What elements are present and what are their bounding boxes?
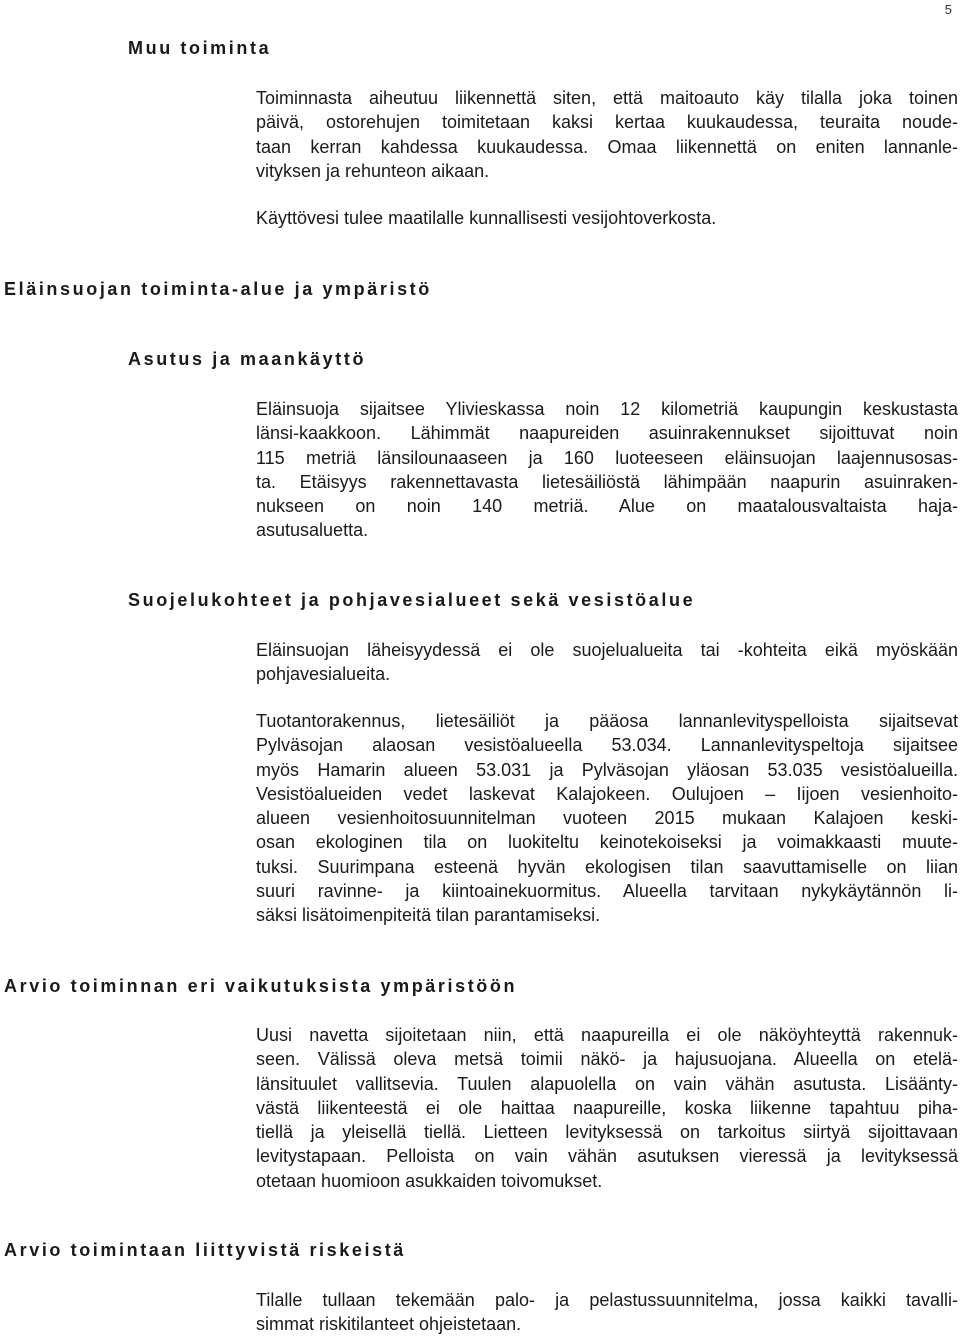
text-line: Uusi navetta sijoitetaan niin, että naapureilla ei ole näköyhteyttä rakennuk- [256, 1025, 958, 1045]
paragraph-vaikutukset [256, 1023, 958, 1193]
text-line: Tilalle tullaan tekemään palo- ja pelastussuunnitelma, jossa kaikki tavalli- [256, 1290, 958, 1310]
heading-toiminta-alue: Eläinsuojan toiminta-alue ja ympäristö [4, 279, 432, 299]
text-line: nukseen on noin 140 metriä. Alue on maatalousvaltaista haja- [256, 496, 958, 517]
heading-arvio-riskit: Arvio toimintaan liittyvistä riskeistä [4, 1240, 406, 1260]
text-line: suuri ravinne- ja kiintoainekuormitus. Alueella tarvitaan nykykäytännön li- [256, 881, 958, 902]
text-line: Toiminnasta aiheutuu liikennettä siten, että maitoauto käy tilalla joka toinen [256, 88, 958, 108]
page-number: 5 [944, 2, 952, 17]
text-line: osan ekologinen tila on luokiteltu keinotekoiseksi ja voimakkaasti muute- [256, 832, 958, 853]
text-line: vityksen ja rehunteon aikaan. [256, 160, 490, 181]
text-line: ta. Etäisyys rakennettavasta lietesäiliöstä lähimpään naapurin asuinraken- [256, 471, 958, 492]
text-line: Eläinsuoja sijaitsee Ylivieskassa noin 12 kilometriä kaupungin keskustasta [256, 399, 958, 419]
text-line: länsi-kaakkoon. Lähimmät naapureiden asuinrakennukset sijoittuvat noin [256, 423, 958, 444]
text-line: tiellä ja yleisellä tiellä. Lietteen levityksessä on tarkoitus siirtyä sijoittavaan [256, 1122, 958, 1143]
text-line: säksi lisätoimenpiteitä tilan parantamiseksi. [256, 905, 601, 926]
text-line: Vesistöalueiden vedet laskevat Kalajokeen. Oulujoen – Iijoen vesienhoito- [256, 783, 958, 804]
text-line: levitystapaan. Pelloista on vain vähän asutuksen vieressä ja levityksessä [256, 1146, 958, 1167]
text-line: otetaan huomioon asukkaiden toivomukset. [256, 1170, 603, 1191]
text-line: myös Hamarin alueen 53.031 ja Pylväsojan yläosan 53.035 vesistöalueilla. [256, 759, 958, 780]
heading-suojelukohteet: Suojelukohteet ja pohjavesialueet sekä vesistöalue [128, 590, 696, 610]
text-line: Käyttövesi tulee maatilalle kunnallisesti vesijohtoverkosta. [256, 208, 717, 228]
text-line: seen. Välissä oleva metsä toimii näkö- ja hajusuojana. Alueella on etelä- [256, 1049, 958, 1070]
text-line: Tuotantorakennus, lietesäiliöt ja pääosa lannanlevityspelloista sijaitsevat [256, 711, 958, 731]
paragraph-riskit [256, 1288, 958, 1337]
paragraph-suojelualueet [256, 638, 958, 687]
text-line: pohjavesialueita. [256, 664, 391, 685]
text-line: asutusaluetta. [256, 520, 369, 541]
paragraph-asutus [256, 397, 958, 543]
text-line: simmat riskitilanteet ohjeistetaan. [256, 1314, 522, 1335]
paragraph-kayttovesi [256, 206, 958, 230]
text-line: tuksi. Suurimpana esteenä hyvän ekologisen tilan saavuttamiselle on liian [256, 856, 958, 877]
text-line: päivä, ostorehujen toimitetaan kaksi kertaa kuukaudessa, teuraita noude- [256, 112, 958, 133]
heading-arvio-vaikutukset: Arvio toiminnan eri vaikutuksista ympäristöön [4, 976, 518, 996]
heading-muu-toiminta: Muu toiminta [128, 38, 272, 58]
text-line: Eläinsuojan läheisyydessä ei ole suojelualueita tai -kohteita eikä myöskään [256, 640, 958, 660]
text-line: Pylväsojan alaosan vesistöalueella 53.034. Lannanlevityspeltoja sijaitsee [256, 735, 958, 756]
text-line: 115 metriä länsilounaaseen ja 160 luoteeseen eläinsuojan laajennusosas- [256, 447, 958, 468]
text-line: västä liikenteestä ei ole haittaa naapureille, koska liikenne tapahtuu piha- [256, 1097, 958, 1118]
text-line: alueen vesienhoitosuunnitelman vuoteen 2015 mukaan Kalajoen keski- [256, 808, 958, 829]
text-line: länsituulet vallitsevia. Tuulen alapuolella on vain vähän asutusta. Lisäänty- [256, 1073, 958, 1094]
text-line: taan kerran kahdessa kuukaudessa. Omaa liikennettä on eniten lannanle- [256, 136, 958, 157]
paragraph-liikenne [256, 86, 958, 183]
heading-asutus: Asutus ja maankäyttö [128, 349, 367, 369]
paragraph-vesistoalueet [256, 709, 958, 928]
